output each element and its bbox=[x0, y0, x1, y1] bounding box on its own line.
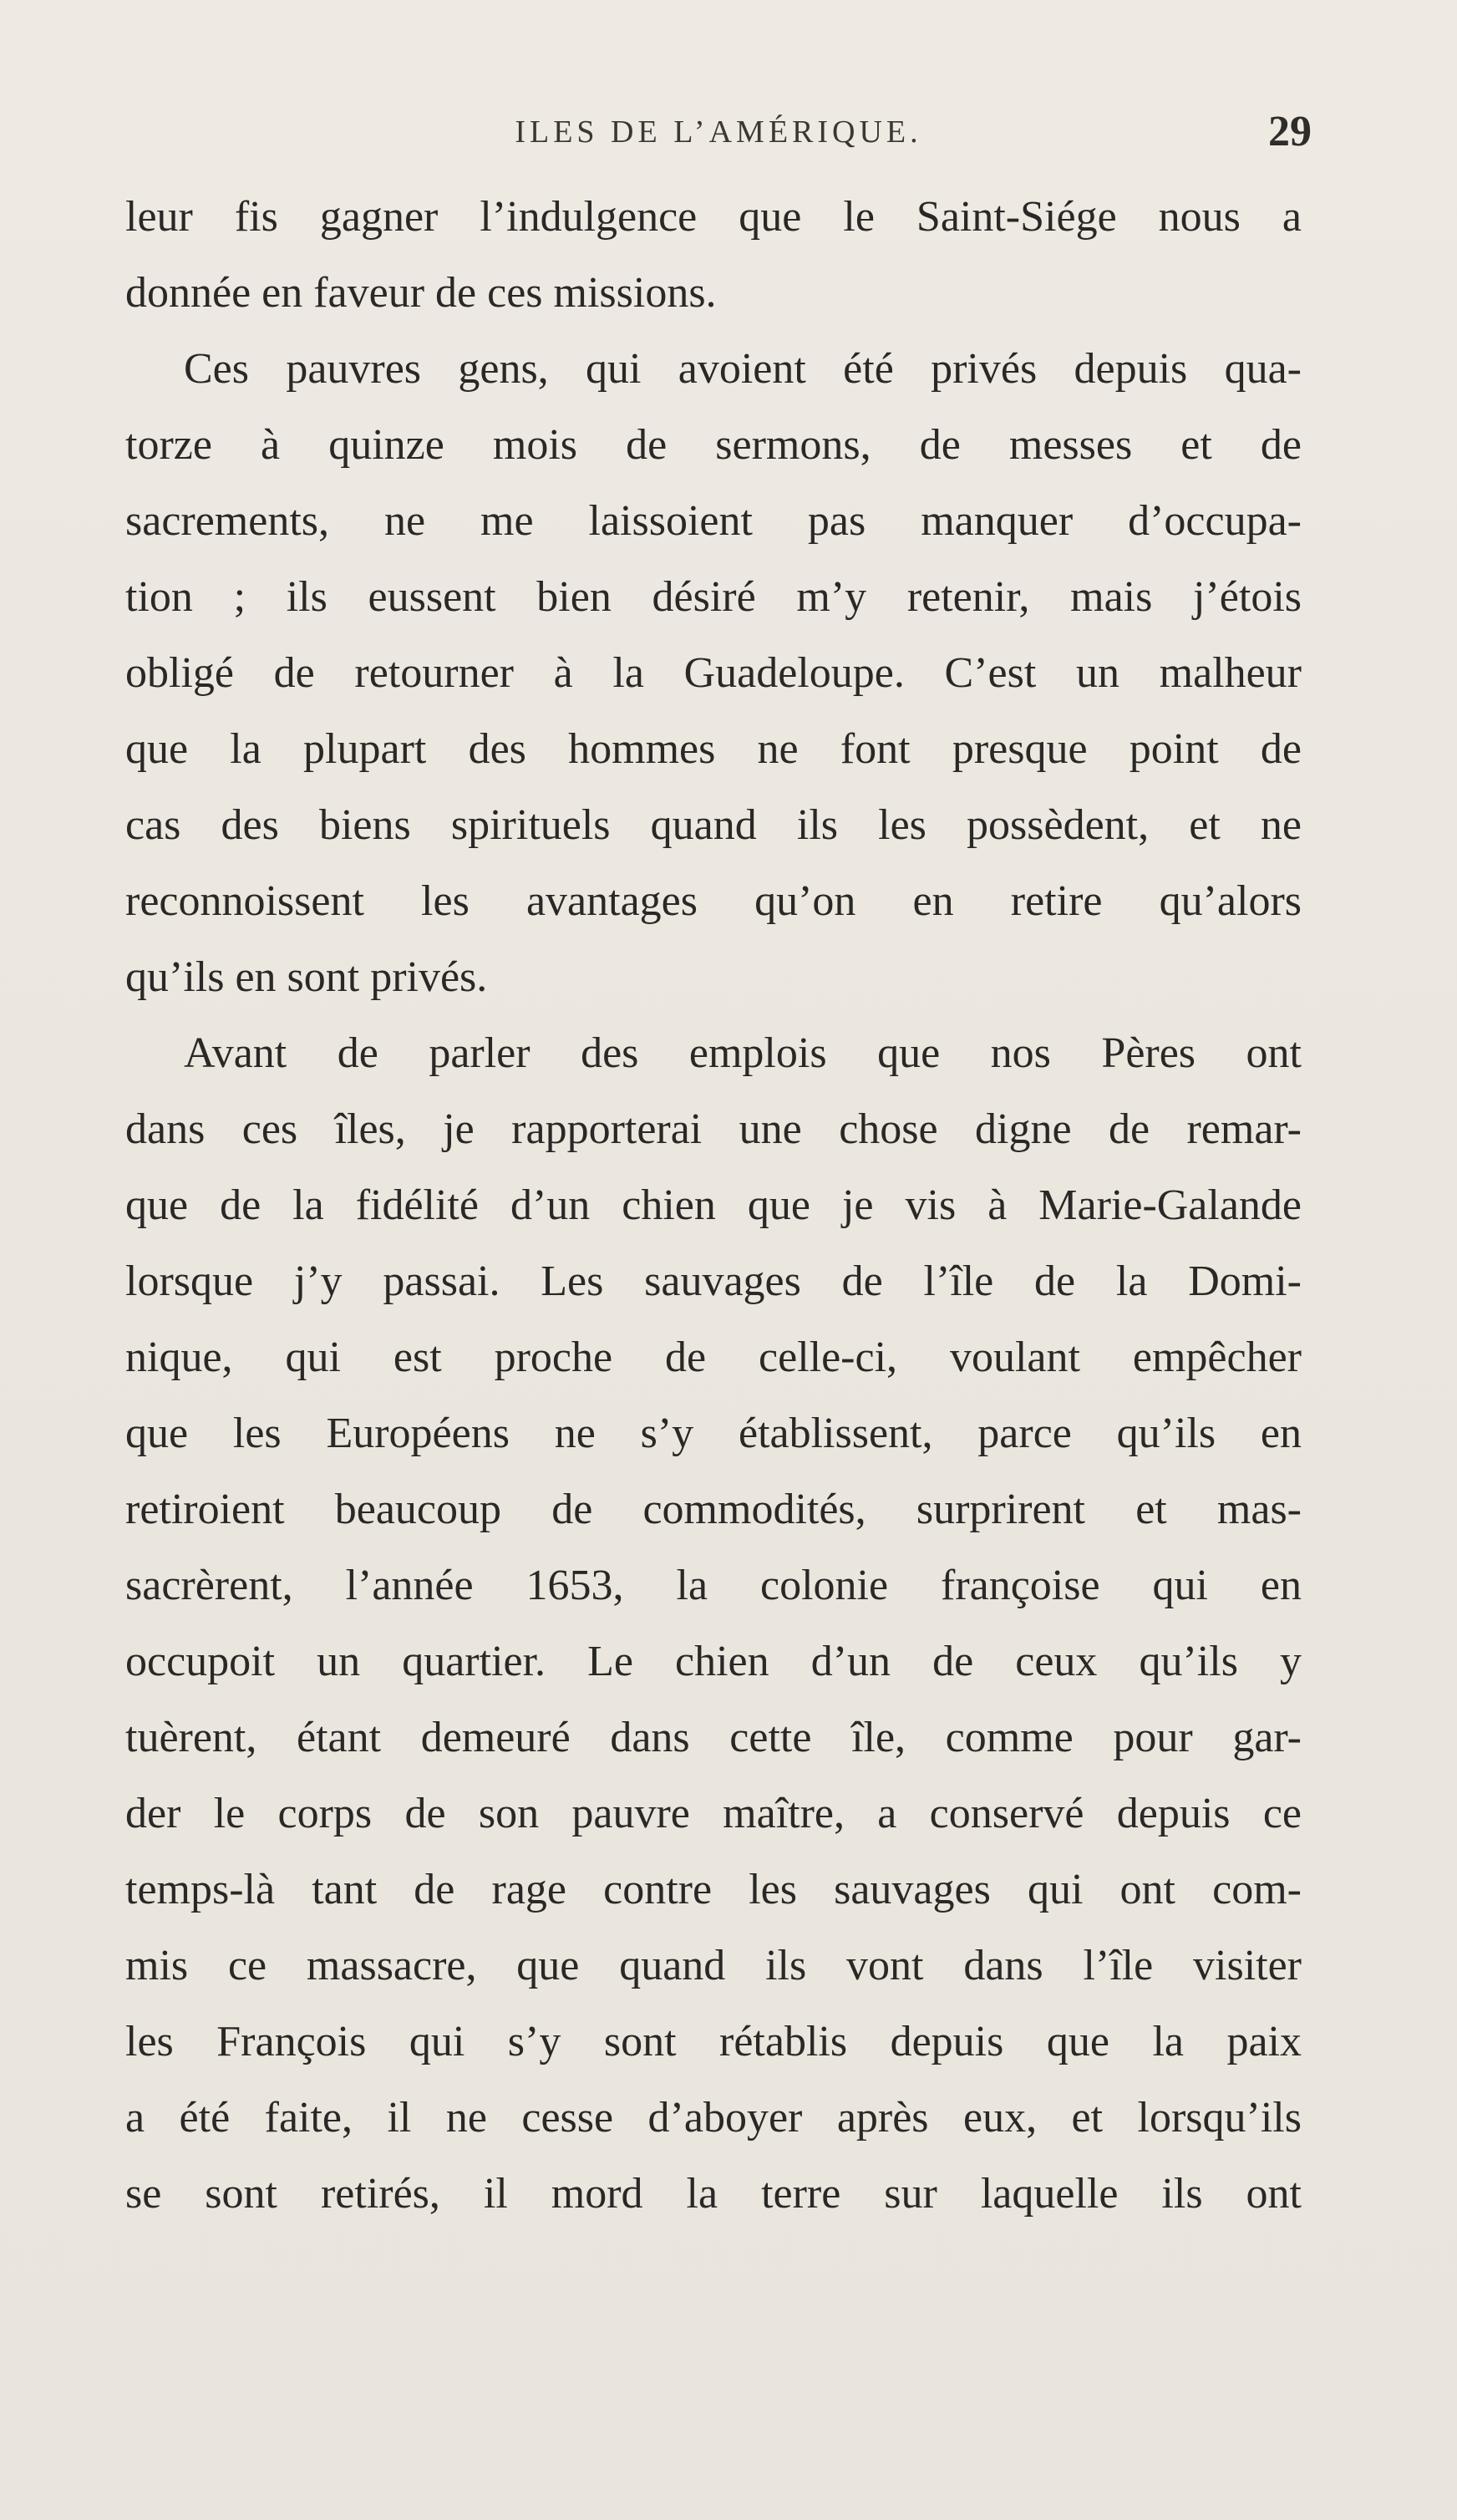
text-line: lorsque j’y passai. Les sauvages de l’île de la Domi- bbox=[125, 1257, 1302, 1305]
text-line: obligé de retourner à la Guadeloupe. C’est un malheur bbox=[125, 649, 1302, 697]
text-line: reconnoissent les avantages qu’on en retire qu’alors bbox=[125, 877, 1302, 925]
running-head bbox=[125, 99, 1312, 165]
text-line: temps-là tant de rage contre les sauvages qui ont com- bbox=[125, 1866, 1302, 1913]
text-line: cas des biens spirituels quand ils les possèdent, et ne bbox=[125, 801, 1302, 849]
text-line: Ces pauvres gens, qui avoient été privés depuis qua- bbox=[184, 345, 1302, 393]
page-number: 29 bbox=[1268, 108, 1312, 155]
text-line: retiroient beaucoup de commodités, surprirent et mas- bbox=[125, 1486, 1302, 1533]
text-line: que les Européens ne s’y établissent, parce qu’ils en bbox=[125, 1410, 1302, 1457]
text-line: sacrements, ne me laissoient pas manquer d’occupa- bbox=[125, 497, 1302, 545]
text-line: donnée en faveur de ces missions. bbox=[125, 269, 717, 317]
text-line: der le corps de son pauvre maître, a conservé depuis ce bbox=[125, 1790, 1302, 1837]
body-text bbox=[125, 179, 1302, 2232]
text-line: a été faite, il ne cesse d’aboyer après eux, et lorsqu’ils bbox=[125, 2094, 1302, 2141]
text-line: que la plupart des hommes ne font presque point de bbox=[125, 725, 1302, 773]
text-line: se sont retirés, il mord la terre sur laquelle ils ont bbox=[125, 2170, 1302, 2218]
text-line: les François qui s’y sont rétablis depuis que la paix bbox=[125, 2018, 1302, 2065]
text-line: tion ; ils eussent bien désiré m’y retenir, mais j’étois bbox=[125, 573, 1302, 621]
running-title: ILES DE L’AMÉRIQUE. bbox=[515, 114, 922, 150]
text-line: mis ce massacre, que quand ils vont dans l’île visiter bbox=[125, 1942, 1302, 1989]
text-line: dans ces îles, je rapporterai une chose digne de remar- bbox=[125, 1105, 1302, 1153]
text-line: leur fis gagner l’indulgence que le Saint-Siége nous a bbox=[125, 193, 1302, 241]
text-line: sacrèrent, l’année 1653, la colonie françoise qui en bbox=[125, 1562, 1302, 1609]
text-line: nique, qui est proche de celle-ci, voulant empêcher bbox=[125, 1334, 1302, 1381]
text-line: que de la fidélité d’un chien que je vis à Marie-Galande bbox=[125, 1181, 1302, 1229]
text-line: occupoit un quartier. Le chien d’un de ceux qu’ils y bbox=[125, 1638, 1302, 1685]
text-line: Avant de parler des emplois que nos Pères ont bbox=[184, 1029, 1302, 1077]
text-line: tuèrent, étant demeuré dans cette île, comme pour gar- bbox=[125, 1714, 1302, 1761]
text-line: torze à quinze mois de sermons, de messes et de bbox=[125, 421, 1302, 469]
text-line: qu’ils en sont privés. bbox=[125, 953, 488, 1001]
